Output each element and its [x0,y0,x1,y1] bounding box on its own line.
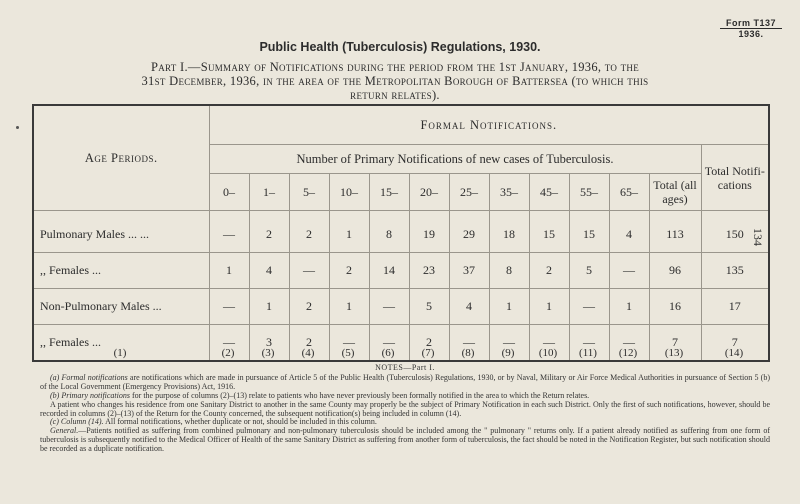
age-column-header: 25– [449,174,489,211]
row-label: ,, Females ... [33,325,209,362]
note-b-label: (b) Primary notifications [50,390,130,400]
table-cell: — [529,325,569,362]
table-cell: 96 [649,253,701,289]
document-title: Public Health (Tuberculosis) Regulations, 1930. [259,40,541,54]
note-c-text: All formal notifications, whether duplicate or not, should be included in this column. [103,417,377,427]
table-cell: 19 [409,211,449,253]
table-cell: 4 [249,253,289,289]
column-number: (10) [538,347,558,359]
table-cell: — [289,253,329,289]
note-general-label: General. [50,426,79,436]
age-column-header: 10– [329,174,369,211]
table-cell: 1 [489,289,529,325]
total-notifications-header: Total Notifi-cations [701,145,769,211]
table-cell: — [449,325,489,362]
age-column-header: Total (all ages) [649,174,701,211]
column-numbers [32,346,768,360]
part-heading-line-1: Part I.—Summary of Notifications during the period from the 1st January, 1936, to the [150,60,640,74]
table-cell: 1 [329,289,369,325]
table-cell: — [569,289,609,325]
table-cell: 1 [249,289,289,325]
column-number: (1) [113,347,127,359]
note-b-text: for the purpose of columns (2)–(13) relate to patients who have never previously been formally notified in the area to which the Return relates. [130,390,590,400]
row-label: ,, Females ... [33,253,209,289]
part-heading-line-2: 31st December, 1936, in the area of the Metropolitan Borough of Battersea (to which this [141,74,649,88]
column-number: (14) [724,347,744,359]
table-cell: 4 [609,211,649,253]
table-cell: 16 [649,289,701,325]
age-column-header: 35– [489,174,529,211]
column-number: (7) [421,347,435,359]
column-number: (4) [301,347,315,359]
formal-notifications-header: Formal Notifications. [209,105,769,145]
notes-section [40,364,770,454]
table-cell: — [609,325,649,362]
age-column-header: 15– [369,174,409,211]
table-cell: — [209,325,249,362]
table-cell: 18 [489,211,529,253]
table-cell: 14 [369,253,409,289]
column-number: (3) [261,347,275,359]
column-number: (13) [664,347,684,359]
column-number: (5) [341,347,355,359]
table-cell: — [369,289,409,325]
age-column-header: 0– [209,174,249,211]
note-a-text: are notifications which are made in pursuance of Article 5 of the Public Health (Tuberculosis) Regulations, 1930, or by Naval, Military or Air Force Medical Authorities in pursuance of Section 5 (b) of the Local Government (Emergency Provisions) Act, 1916. [40,372,770,391]
table-row [33,253,769,289]
table-cell: 2 [409,325,449,362]
row-label: Pulmonary Males ... ... [33,211,209,253]
note-general [40,427,770,454]
table-cell: — [489,325,529,362]
column-number: (11) [579,347,597,359]
row-label: Non-Pulmonary Males ... [33,289,209,325]
age-column-header: 45– [529,174,569,211]
table-cell: 1 [209,253,249,289]
form-number: Form T137 [725,18,776,28]
table-cell: 135 [701,253,769,289]
table-cell: — [609,253,649,289]
table-cell: 5 [409,289,449,325]
note-a [40,374,770,392]
table-cell: — [369,325,409,362]
table-cell: — [569,325,609,362]
notifications-table [32,104,770,362]
page-number: 134 [751,228,765,246]
table-cell: 1 [329,211,369,253]
table-cell: 2 [289,289,329,325]
age-periods-header: Age Periods. [33,105,209,211]
form-year: 1936. [720,28,782,39]
age-column-header: 1– [249,174,289,211]
table-cell: 2 [329,253,369,289]
age-column-header: 65– [609,174,649,211]
table-cell: 23 [409,253,449,289]
table-cell: 5 [569,253,609,289]
table-cell: 150 [701,211,769,253]
table-row [33,211,769,253]
table-cell: 2 [289,325,329,362]
part-heading-line-3: return relates). [350,88,440,102]
column-number: (8) [461,347,475,359]
table-cell: 2 [249,211,289,253]
table-cell: 17 [701,289,769,325]
column-number: (2) [221,347,235,359]
table-cell: 1 [529,289,569,325]
form-reference [720,18,782,39]
age-column-header: 55– [569,174,609,211]
note-residence: A patient who changes his residence from one Sanitary District to another in the same County may properly be the subject of Primary Notification in each such District. Only the first of such notifications, however, should be recorded in columns (2)–(13) of the Return for the County concerned, the subsequent notification(s) being included in column (14). [40,399,770,418]
table-cell: 113 [649,211,701,253]
part-heading [75,60,715,102]
primary-notifications-header: Number of Primary Notifications of new cases of Tuberculosis. [209,145,701,174]
table-cell: 2 [289,211,329,253]
table-cell: 3 [249,325,289,362]
notes-heading: NOTES—Part I. [375,363,435,372]
age-column-header: 5– [289,174,329,211]
age-column-header: 20– [409,174,449,211]
column-number: (6) [381,347,395,359]
table-cell: — [209,211,249,253]
table-cell: 4 [449,289,489,325]
table-cell: 1 [609,289,649,325]
table-cell: 37 [449,253,489,289]
table-cell: 15 [529,211,569,253]
column-number: (12) [618,347,638,359]
table-cell: 8 [489,253,529,289]
table-cell: — [329,325,369,362]
table-cell: 8 [369,211,409,253]
table-cell: 7 [649,325,701,362]
note-general-text: —Patients notified as suffering from combined pulmonary and non-pulmonary tuberculosis should be included among the " pulmonary " returns only. If a patient already notified as suffering from one form of tuberculosis is subsequently notified to the Medical Officer of Health of the same Sanitary District as suffering from another form of tuberculosis, the fact should be noted in the Notification Register, but such notification should be recorded as a duplicate notification. [40,426,770,454]
table-cell: — [209,289,249,325]
column-number: (9) [501,347,515,359]
note-a-label: (a) Formal notifications [50,372,128,382]
table-row [33,289,769,325]
table-cell: 29 [449,211,489,253]
table-cell: 15 [569,211,609,253]
margin-dot [16,126,19,129]
table-cell: 2 [529,253,569,289]
note-c-label: (c) Column (14). [50,417,104,427]
table-cell: 7 [701,325,769,362]
